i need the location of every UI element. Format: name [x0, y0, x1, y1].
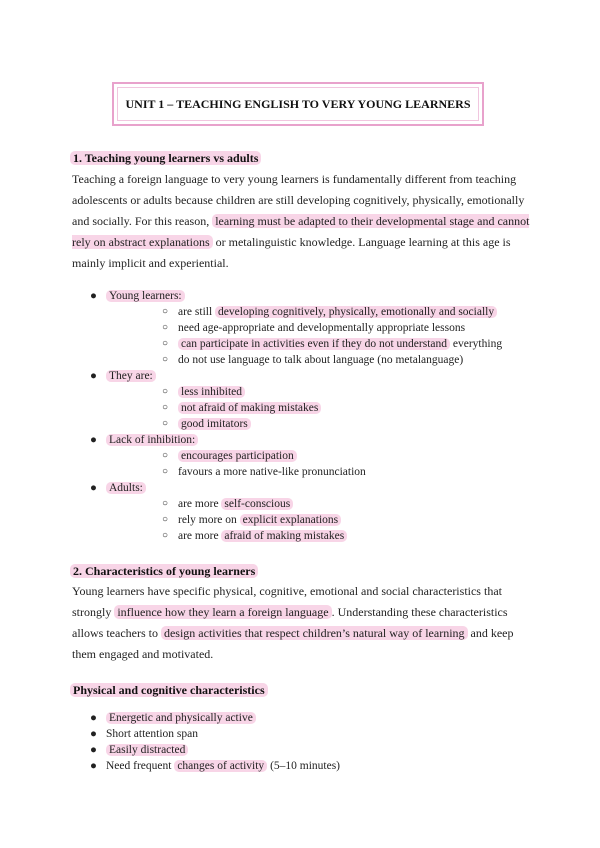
circle-bullet-icon: ○ [162, 418, 169, 429]
item-text: rely more on [178, 514, 240, 526]
bullet-dot-icon: ● [90, 370, 97, 382]
circle-bullet-icon: ○ [162, 354, 169, 365]
circle-bullet-icon: ○ [162, 514, 169, 525]
characteristics-list [72, 710, 340, 774]
bullet-dot-icon: ● [90, 728, 97, 740]
item-highlight: developing cognitively, physically, emotionally and socially [215, 306, 497, 318]
circle-bullet-icon: ○ [162, 338, 169, 349]
item-highlight: Easily distracted [106, 744, 188, 756]
sub-list [106, 384, 502, 432]
section1-heading-text: 1. Teaching young learners vs adults [70, 151, 261, 165]
para-text: Teaching a foreign language to very young learners is fundamentally different from teaching adolescents or adults because children are still developing cognitively, physically, emotionally and socially. For this reason, [72, 172, 525, 228]
bullet-dot-icon: ● [90, 744, 97, 756]
sub-item [106, 304, 502, 320]
item-text: (5–10 minutes) [267, 760, 341, 772]
bullet-group [72, 288, 502, 368]
group-label: Young learners: [106, 290, 185, 302]
sub-list [106, 304, 502, 368]
sub-list [106, 448, 502, 480]
para-text: . Understanding these characteristics allows teachers to [72, 605, 508, 640]
section1-heading [70, 151, 261, 166]
circle-bullet-icon: ○ [162, 386, 169, 397]
bullet-group [72, 480, 502, 544]
item-highlight: encourages participation [178, 450, 297, 462]
item-highlight: less inhibited [178, 386, 245, 398]
para-text: or metalinguistic knowledge. Language learning at this age is mainly implicit and experiential. [72, 235, 511, 270]
para-text: Young learners have specific physical, cognitive, emotional and social characteristics that strongly [72, 584, 502, 619]
circle-bullet-icon: ○ [162, 402, 169, 413]
unit-title: UNIT 1 – TEACHING ENGLISH TO VERY YOUNG LEARNERS [125, 96, 471, 111]
section2-paragraph [72, 581, 532, 665]
item-highlight: Energetic and physically active [106, 712, 256, 724]
section2-heading-text: 2. Characteristics of young learners [70, 564, 258, 578]
bullet-dot-icon: ● [90, 760, 97, 772]
sub-item [106, 336, 502, 352]
section1-paragraph [72, 169, 532, 274]
item-highlight: not afraid of making mistakes [178, 402, 321, 414]
item-text: are more [178, 498, 222, 510]
circle-bullet-icon: ○ [162, 498, 169, 509]
bullet-group [72, 368, 502, 432]
item-highlight: can participate in activities even if they do not understand [178, 338, 450, 350]
group-label: Lack of inhibition: [106, 434, 198, 446]
para-highlight: learning must be adapted to their developmental stage and cannot rely on abstract explanations [72, 214, 530, 249]
sub-item [106, 528, 502, 544]
sub-item [106, 352, 502, 368]
sub-item [106, 512, 502, 528]
item-text: need age-appropriate and developmentally appropriate lessons [178, 322, 466, 334]
unit-title-box [112, 82, 484, 126]
list-item [72, 710, 340, 726]
list-item [72, 742, 340, 758]
item-text: Need frequent [106, 760, 175, 772]
circle-bullet-icon: ○ [162, 466, 169, 477]
bullet-group [72, 432, 502, 480]
bullet-dot-icon: ● [90, 712, 97, 724]
item-highlight: changes of activity [174, 760, 267, 772]
item-highlight: good imitators [178, 418, 251, 430]
circle-bullet-icon: ○ [162, 322, 169, 333]
sub-item [106, 496, 502, 512]
section2-heading [70, 564, 258, 579]
bullet-dot-icon: ● [90, 434, 97, 446]
bullet-dot-icon: ● [90, 290, 97, 302]
para-text: and keep them engaged and motivated. [72, 626, 514, 661]
list-item [72, 758, 340, 774]
para-highlight: design activities that respect children’s natural way of learning [161, 626, 468, 640]
item-text: do not use language to talk about language (no metalanguage) [178, 354, 464, 366]
item-text: are more [178, 530, 222, 542]
sub-item [106, 416, 502, 432]
section1-bullet-list [72, 288, 502, 544]
sub-item [106, 400, 502, 416]
item-highlight: self-conscious [221, 498, 293, 510]
sub-item [106, 464, 502, 480]
circle-bullet-icon: ○ [162, 530, 169, 541]
sub-item [106, 320, 502, 336]
item-text: favours a more native-like pronunciation [178, 466, 366, 478]
bullet-dot-icon: ● [90, 482, 97, 494]
sub-item [106, 448, 502, 464]
item-text: are still [178, 306, 216, 318]
group-label: Adults: [106, 482, 146, 494]
group-label: They are: [106, 370, 156, 382]
item-text: everything [450, 338, 503, 350]
item-highlight: explicit explanations [240, 514, 342, 526]
circle-bullet-icon: ○ [162, 450, 169, 461]
subheading-text: Physical and cognitive characteristics [70, 683, 268, 697]
item-highlight: afraid of making mistakes [221, 530, 347, 542]
list-item [72, 726, 340, 742]
sub-list [106, 496, 502, 544]
para-highlight: influence how they learn a foreign language [114, 605, 331, 619]
item-text: Short attention span [106, 728, 198, 740]
sub-item [106, 384, 502, 400]
circle-bullet-icon: ○ [162, 306, 169, 317]
subheading-physical-cognitive [70, 683, 268, 698]
